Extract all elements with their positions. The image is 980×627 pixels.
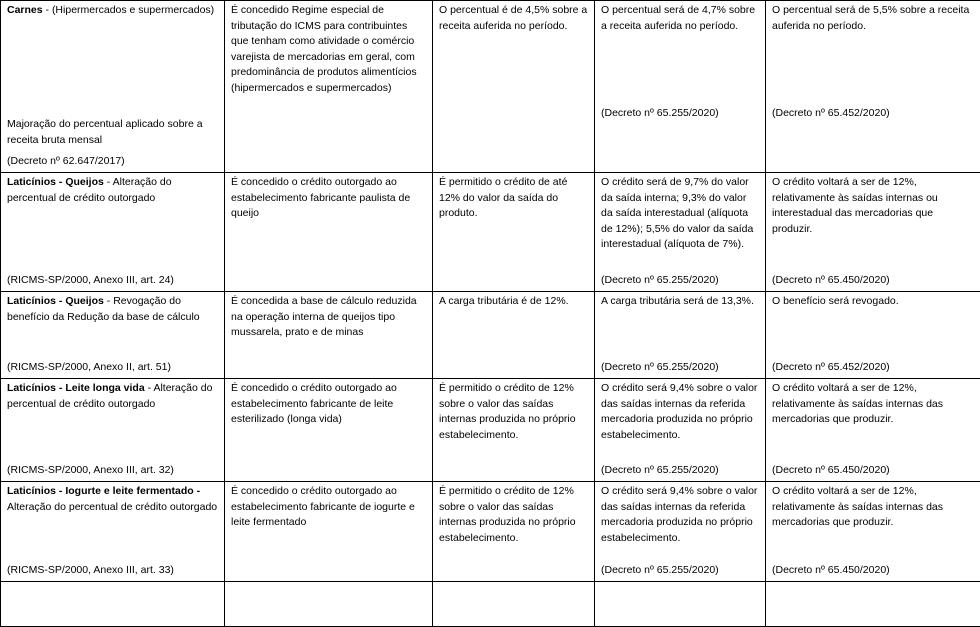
new-rule-cell: O crédito será 9,4% sobre o valor das saídas internas da referida mercadoria produzida no próprio estabelecimento. (Decreto nº 65.255/2020)	[595, 379, 766, 482]
table-row	[1, 292, 980, 379]
decree-reference: (Decreto nº 65.450/2020)	[772, 273, 975, 289]
legal-reference: (RICMS-SP/2000, Anexo III, art. 33)	[7, 563, 219, 579]
new-rule-cell: O crédito será de 9,7% do valor da saída interna; 9,3% do valor da saída interestadual (alíquota de 12%); 5,5% do valor da saída interestadual (alíquota de 7%). (Decreto nº 65.255/2020)	[595, 173, 766, 292]
decree-reference: (Decreto nº 65.450/2020)	[772, 463, 975, 479]
product-cell	[1, 482, 225, 582]
future-rule-cell: O percentual será de 5,5% sobre a receita auferida no período. (Decreto nº 65.452/2020)	[766, 1, 980, 173]
current-rule-cell: É permitido o crédito de 12% sobre o valor das saídas internas produzida no próprio estabelecimento.	[433, 379, 595, 482]
current-rule-cell: O percentual é de 4,5% sobre a receita auferida no período.	[433, 1, 595, 173]
new-rule-cell: O percentual será de 4,7% sobre a receita auferida no período. (Decreto nº 65.255/2020)	[595, 1, 766, 173]
product-subtitle: Alteração do percentual de crédito outorgado	[7, 501, 217, 513]
product-subtitle: - Alteração do percentual de crédito outorgado	[7, 382, 212, 410]
product-subtitle: - Revogação do benefício da Redução da base de cálculo	[7, 295, 200, 323]
current-rule-cell: É permitido o crédito de 12% sobre o valor das saídas internas produzida no próprio estabelecimento.	[433, 482, 595, 582]
product-note: Majoração do percentual aplicado sobre a receita bruta mensal	[7, 117, 219, 148]
future-rule-cell: O crédito voltará a ser de 12%, relativamente às saídas internas das mercadorias que produzir. (Decreto nº 65.450/2020)	[766, 482, 980, 582]
current-rule-cell: É permitido o crédito de até 12% do valor da saída do produto.	[433, 173, 595, 292]
description-cell: É concedido Regime especial de tributação do ICMS para contribuintes que tenham como atividade o comércio varejista de mercadorias em geral, com predominância de produtos alimentícios (hipermercados e supermercados)	[225, 1, 433, 173]
decree-reference: (Decreto nº 65.255/2020)	[601, 273, 760, 289]
product-title: Laticínios - Leite longa vida	[7, 382, 145, 394]
decree-reference: (Decreto nº 65.450/2020)	[772, 563, 975, 579]
table-row	[1, 482, 980, 582]
legal-reference: (RICMS-SP/2000, Anexo II, art. 51)	[7, 360, 219, 376]
description-cell: É concedido o crédito outorgado ao estabelecimento fabricante de iogurte e leite fermentado	[225, 482, 433, 582]
decree-reference: (Decreto nº 65.255/2020)	[601, 563, 760, 579]
decree-reference: (Decreto nº 65.255/2020)	[601, 463, 760, 479]
product-title: Laticínios - Iogurte e leite fermentado -	[7, 485, 200, 497]
table-row	[1, 1, 980, 173]
table-row	[1, 173, 980, 292]
product-title: Carnes	[7, 4, 43, 16]
future-rule-cell: O crédito voltará a ser de 12%, relativamente às saídas internas das mercadorias que produzir. (Decreto nº 65.450/2020)	[766, 379, 980, 482]
decree-reference: (Decreto nº 65.452/2020)	[772, 106, 975, 122]
decree-reference: (Decreto nº 65.255/2020)	[601, 360, 760, 376]
product-subtitle: - Alteração do percentual de crédito outorgado	[7, 176, 172, 204]
decree-reference: (Decreto nº 65.255/2020)	[601, 106, 760, 122]
product-subtitle: - (Hipermercados e supermercados)	[43, 4, 215, 16]
description-cell: É concedido o crédito outorgado ao estabelecimento fabricante paulista de queijo	[225, 173, 433, 292]
description-cell: É concedida a base de cálculo reduzida na operação interna de queijos tipo mussarela, prato e de minas	[225, 292, 433, 379]
legal-reference: (Decreto nº 62.647/2017)	[7, 154, 219, 170]
future-rule-cell: O crédito voltará a ser de 12%, relativamente às saídas internas ou interestadual das mercadorias que produzir. (Decreto nº 65.450/2020)	[766, 173, 980, 292]
future-rule-cell: O benefício será revogado. (Decreto nº 65.452/2020)	[766, 292, 980, 379]
table-row	[1, 582, 980, 627]
product-cell	[1, 379, 225, 482]
table-row	[1, 379, 980, 482]
product-cell	[1, 173, 225, 292]
product-cell	[1, 1, 225, 173]
description-cell: É concedido o crédito outorgado ao estabelecimento fabricante de leite esterilizado (longa vida)	[225, 379, 433, 482]
new-rule-cell: O crédito será 9,4% sobre o valor das saídas internas da referida mercadoria produzida no próprio estabelecimento. (Decreto nº 65.255/2020)	[595, 482, 766, 582]
current-rule-cell: A carga tributária é de 12%.	[433, 292, 595, 379]
product-cell	[1, 292, 225, 379]
product-title: Laticínios - Queijos	[7, 176, 104, 188]
decree-reference: (Decreto nº 65.452/2020)	[772, 360, 975, 376]
legal-reference: (RICMS-SP/2000, Anexo III, art. 32)	[7, 463, 219, 479]
new-rule-cell: A carga tributária será de 13,3%. (Decreto nº 65.255/2020)	[595, 292, 766, 379]
product-title: Laticínios - Queijos	[7, 295, 104, 307]
legal-reference: (RICMS-SP/2000, Anexo III, art. 24)	[7, 273, 219, 289]
